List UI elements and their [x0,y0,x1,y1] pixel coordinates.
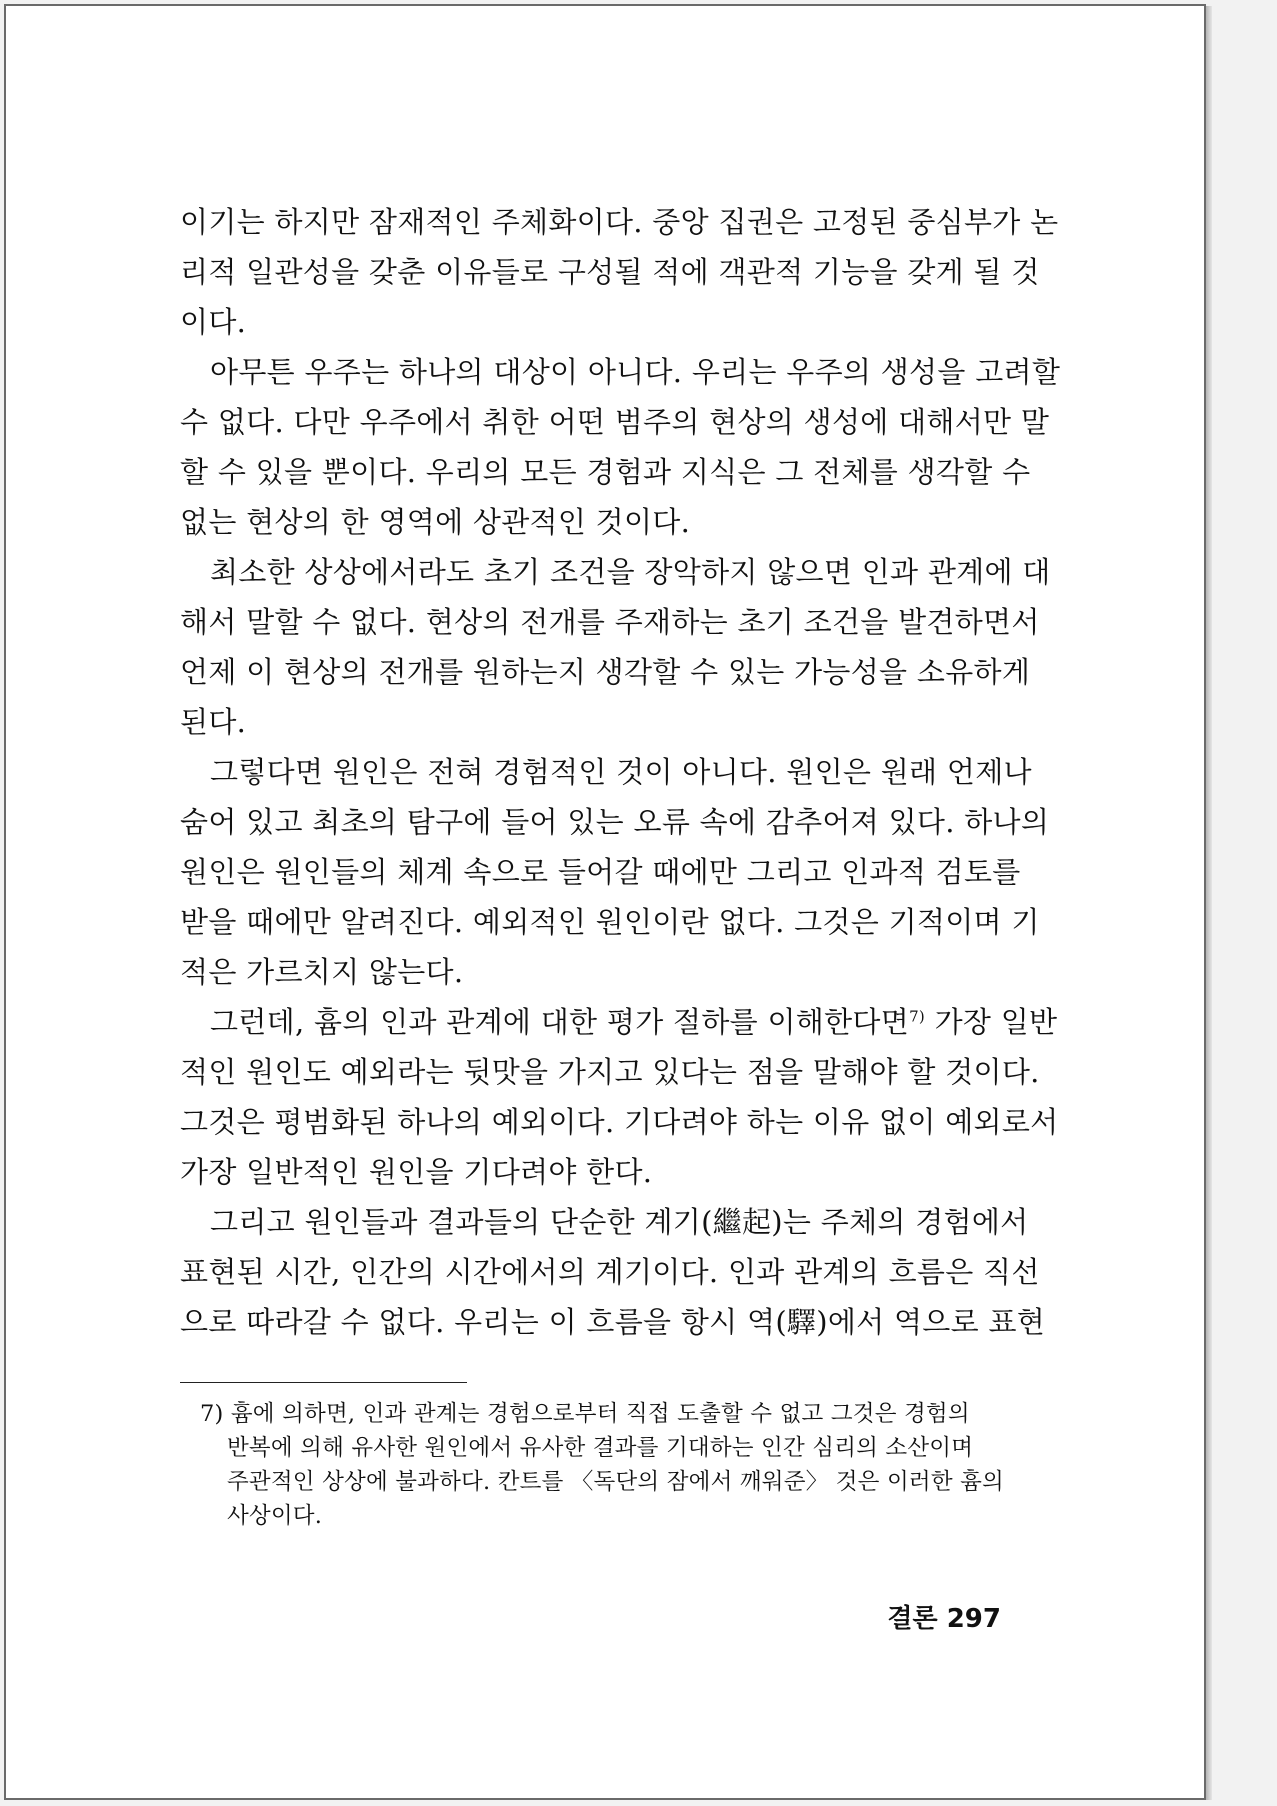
body-line: 그리고 원인들과 결과들의 단순한 계기(繼起)는 주체의 경험에서 [210,1205,1029,1239]
body-line-text: 그런데, 흄의 인과 관계에 대한 평가 절하를 이해한다면 [210,1005,910,1039]
footnote-divider [180,1382,467,1383]
page-number: 297 [946,1604,1001,1634]
footnote-text: 흄에 의하면, 인과 관계는 경험으로부터 직접 도출할 수 없고 그것은 경험의 [230,1401,970,1427]
body-line: 최소한 상상에서라도 초기 조건을 장악하지 않으면 인과 관계에 대 [210,555,1051,589]
chapter-label: 결론 [887,1604,938,1634]
footnote-reference: 7) [909,1007,926,1026]
body-line: 원인은 원인들의 체계 속으로 들어갈 때에만 그리고 인과적 검토를 [180,855,1021,889]
body-line: 수 없다. 다만 우주에서 취한 어떤 범주의 현상의 생성에 대해서만 말 [180,405,1050,439]
body-text [180,197,1061,1347]
body-line: 해서 말할 수 없다. 현상의 전개를 주재하는 초기 조건을 발견하면서 [180,605,1040,639]
body-line: 이기는 하지만 잠재적인 주체화이다. 중앙 집권은 고정된 중심부가 논 [180,205,1059,239]
body-line: 할 수 있을 뿐이다. 우리의 모든 경험과 지식은 그 전체를 생각할 수 [180,455,1031,489]
body-line: 숨어 있고 최초의 탐구에 들어 있는 오류 속에 감추어져 있다. 하나의 [180,805,1050,839]
body-line: 가장 일반적인 원인을 기다려야 한다. [180,1155,653,1189]
body-line: 적인 원인도 예외라는 뒷맛을 가지고 있다는 점을 말해야 할 것이다. [180,1055,1040,1089]
page-footer [887,1598,1001,1635]
body-line-with-footnote [180,997,1058,1047]
body-line: 적은 가르치지 않는다. [180,955,464,989]
footnote-line: 사상이다. [227,1503,323,1529]
footnote-line [200,1397,1040,1431]
body-line: 리적 일관성을 갖춘 이유들로 구성될 적에 객관적 기능을 갖게 될 것 [180,255,1040,289]
footnote-line: 주관적인 상상에 불과하다. 칸트를 〈독단의 잠에서 깨워준〉 것은 이러한 흄의 [227,1469,1004,1495]
body-line: 된다. [180,705,247,739]
body-line: 으로 따라갈 수 없다. 우리는 이 흐름을 항시 역(驛)에서 역으로 표현 [180,1305,1046,1339]
footnote-marker: 7) [200,1401,224,1427]
body-line-tail: 가장 일반 [925,1005,1058,1039]
body-line: 그것은 평범화된 하나의 예외이다. 기다려야 하는 이유 없이 예외로서 [180,1105,1059,1139]
body-line: 받을 때에만 알려진다. 예외적인 원인이란 없다. 그것은 기적이며 기 [180,905,1040,939]
body-line: 없는 현상의 한 영역에 상관적인 것이다. [180,505,691,539]
page-edge-shadow [1206,6,1212,1800]
footnote [200,1397,1040,1533]
body-line: 언제 이 현상의 전개를 원하는지 생각할 수 있는 가능성을 소유하게 [180,655,1031,689]
body-line: 그렇다면 원인은 전혀 경험적인 것이 아니다. 원인은 원래 언제나 [210,755,1032,789]
body-line: 표현된 시간, 인간의 시간에서의 계기이다. 인과 관계의 흐름은 직선 [180,1255,1040,1289]
body-line: 아무튼 우주는 하나의 대상이 아니다. 우리는 우주의 생성을 고려할 [210,355,1061,389]
footnote-line: 반복에 의해 유사한 원인에서 유사한 결과를 기대하는 인간 심리의 소산이며 [227,1435,974,1461]
body-line: 이다. [180,305,247,339]
